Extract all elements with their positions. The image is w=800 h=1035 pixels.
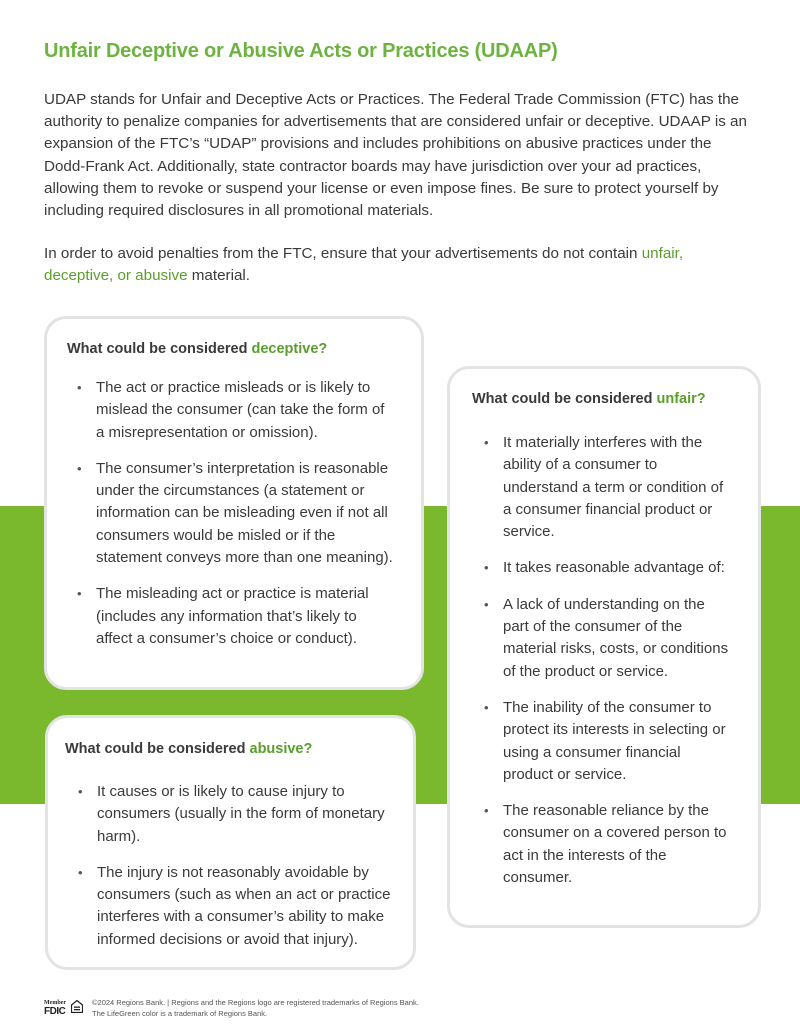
list-item: • The reasonable reliance by the consumer on a covered person to act in the interests of the consumer.: [482, 800, 732, 889]
list-item: • It causes or is likely to cause injury to consumers (usually in the form of monetary harm).: [76, 781, 396, 848]
penalties-highlight: unfair, deceptive, or abusive: [44, 245, 684, 285]
abusive-card: [45, 715, 416, 970]
abusive-card-heading: [65, 741, 312, 757]
list-item: • It materially interferes with the ability of a consumer to understand a term or condition of a consumer financial product or service.: [482, 432, 732, 543]
deceptive-card: [44, 316, 424, 690]
unfair-card: [447, 366, 761, 928]
legal-line-copyright: ©2024 Regions Bank. | Regions and the Regions logo are registered trademarks of Regions Bank.: [92, 998, 419, 1007]
list-item: • The inability of the consumer to protect its interests in selecting or using a consumer financial product or service.: [482, 697, 732, 786]
deceptive-heading-term: deceptive?: [251, 341, 328, 357]
fdic-logo: [44, 1000, 86, 1018]
legal-line-trademark: The LifeGreen color is a trademark of Regions Bank.: [92, 1008, 268, 1018]
deceptive-heading-lead: What could be considered: [67, 341, 252, 357]
abusive-heading-lead: What could be considered: [65, 741, 250, 757]
list-item: • The consumer’s interpretation is reasonable under the circumstances (a statement or information can be misleading even if not all consumers would be misled or if the statement conveys more than one meaning).: [75, 458, 395, 569]
list-item: • The act or practice misleads or is likely to mislead the consumer (can take the form of a misrepresentation or omission).: [75, 377, 395, 444]
equal-housing-icon: [71, 1000, 83, 1013]
unfair-card-heading: [472, 391, 706, 407]
list-item: • A lack of understanding on the part of the consumer of the material risks, costs, or conditions of the product or service.: [482, 594, 732, 683]
unfair-heading-term: unfair?: [656, 391, 706, 407]
unfair-list: [482, 432, 732, 903]
abusive-heading-term: abusive?: [249, 741, 313, 757]
fdic-member-label: Member: [44, 1000, 66, 1006]
intro-paragraph-udap: UDAP stands for Unfair and Deceptive Acts or Practices. The Federal Trade Commission (FTC) has the authority to penalize companies for advertisements that are considered unfair or deceptive. UDAAP is an expansion of the FTC’s “UDAP” provisions and includes prohibitions on abusive practices under the Dodd-Frank Act. Additionally, state contractor boards may have jurisdiction over your ad practices, allowing them to revoke or suspend your license or even impose fines. Be sure to protect yourself by including required disclosures in all promotional materials.: [44, 91, 747, 220]
list-item: • It takes reasonable advantage of:: [482, 557, 732, 579]
list-item: • The misleading act or practice is material (includes any information that’s likely to affect a consumer’s choice or conduct).: [75, 583, 395, 650]
unfair-heading-lead: What could be considered: [472, 391, 657, 407]
penalties-text-tail: material.: [187, 267, 250, 285]
penalties-text-lead: In order to avoid penalties from the FTC, ensure that your advertisements do not contain: [44, 245, 642, 262]
fdic-label: FDIC: [44, 1006, 66, 1017]
list-item: • The injury is not reasonably avoidable by consumers (such as when an act or practice interferes with a consumer’s ability to make informed decisions or avoid that injury).: [76, 862, 396, 951]
abusive-list: [76, 781, 396, 965]
legal-notice: [92, 998, 419, 1019]
intro-paragraph-penalties: [44, 243, 756, 287]
deceptive-card-heading: [67, 341, 327, 357]
page-title: Unfair Deceptive or Abusive Acts or Practices (UDAAP): [44, 40, 558, 62]
deceptive-list: [75, 377, 395, 664]
footer: [44, 998, 744, 1022]
